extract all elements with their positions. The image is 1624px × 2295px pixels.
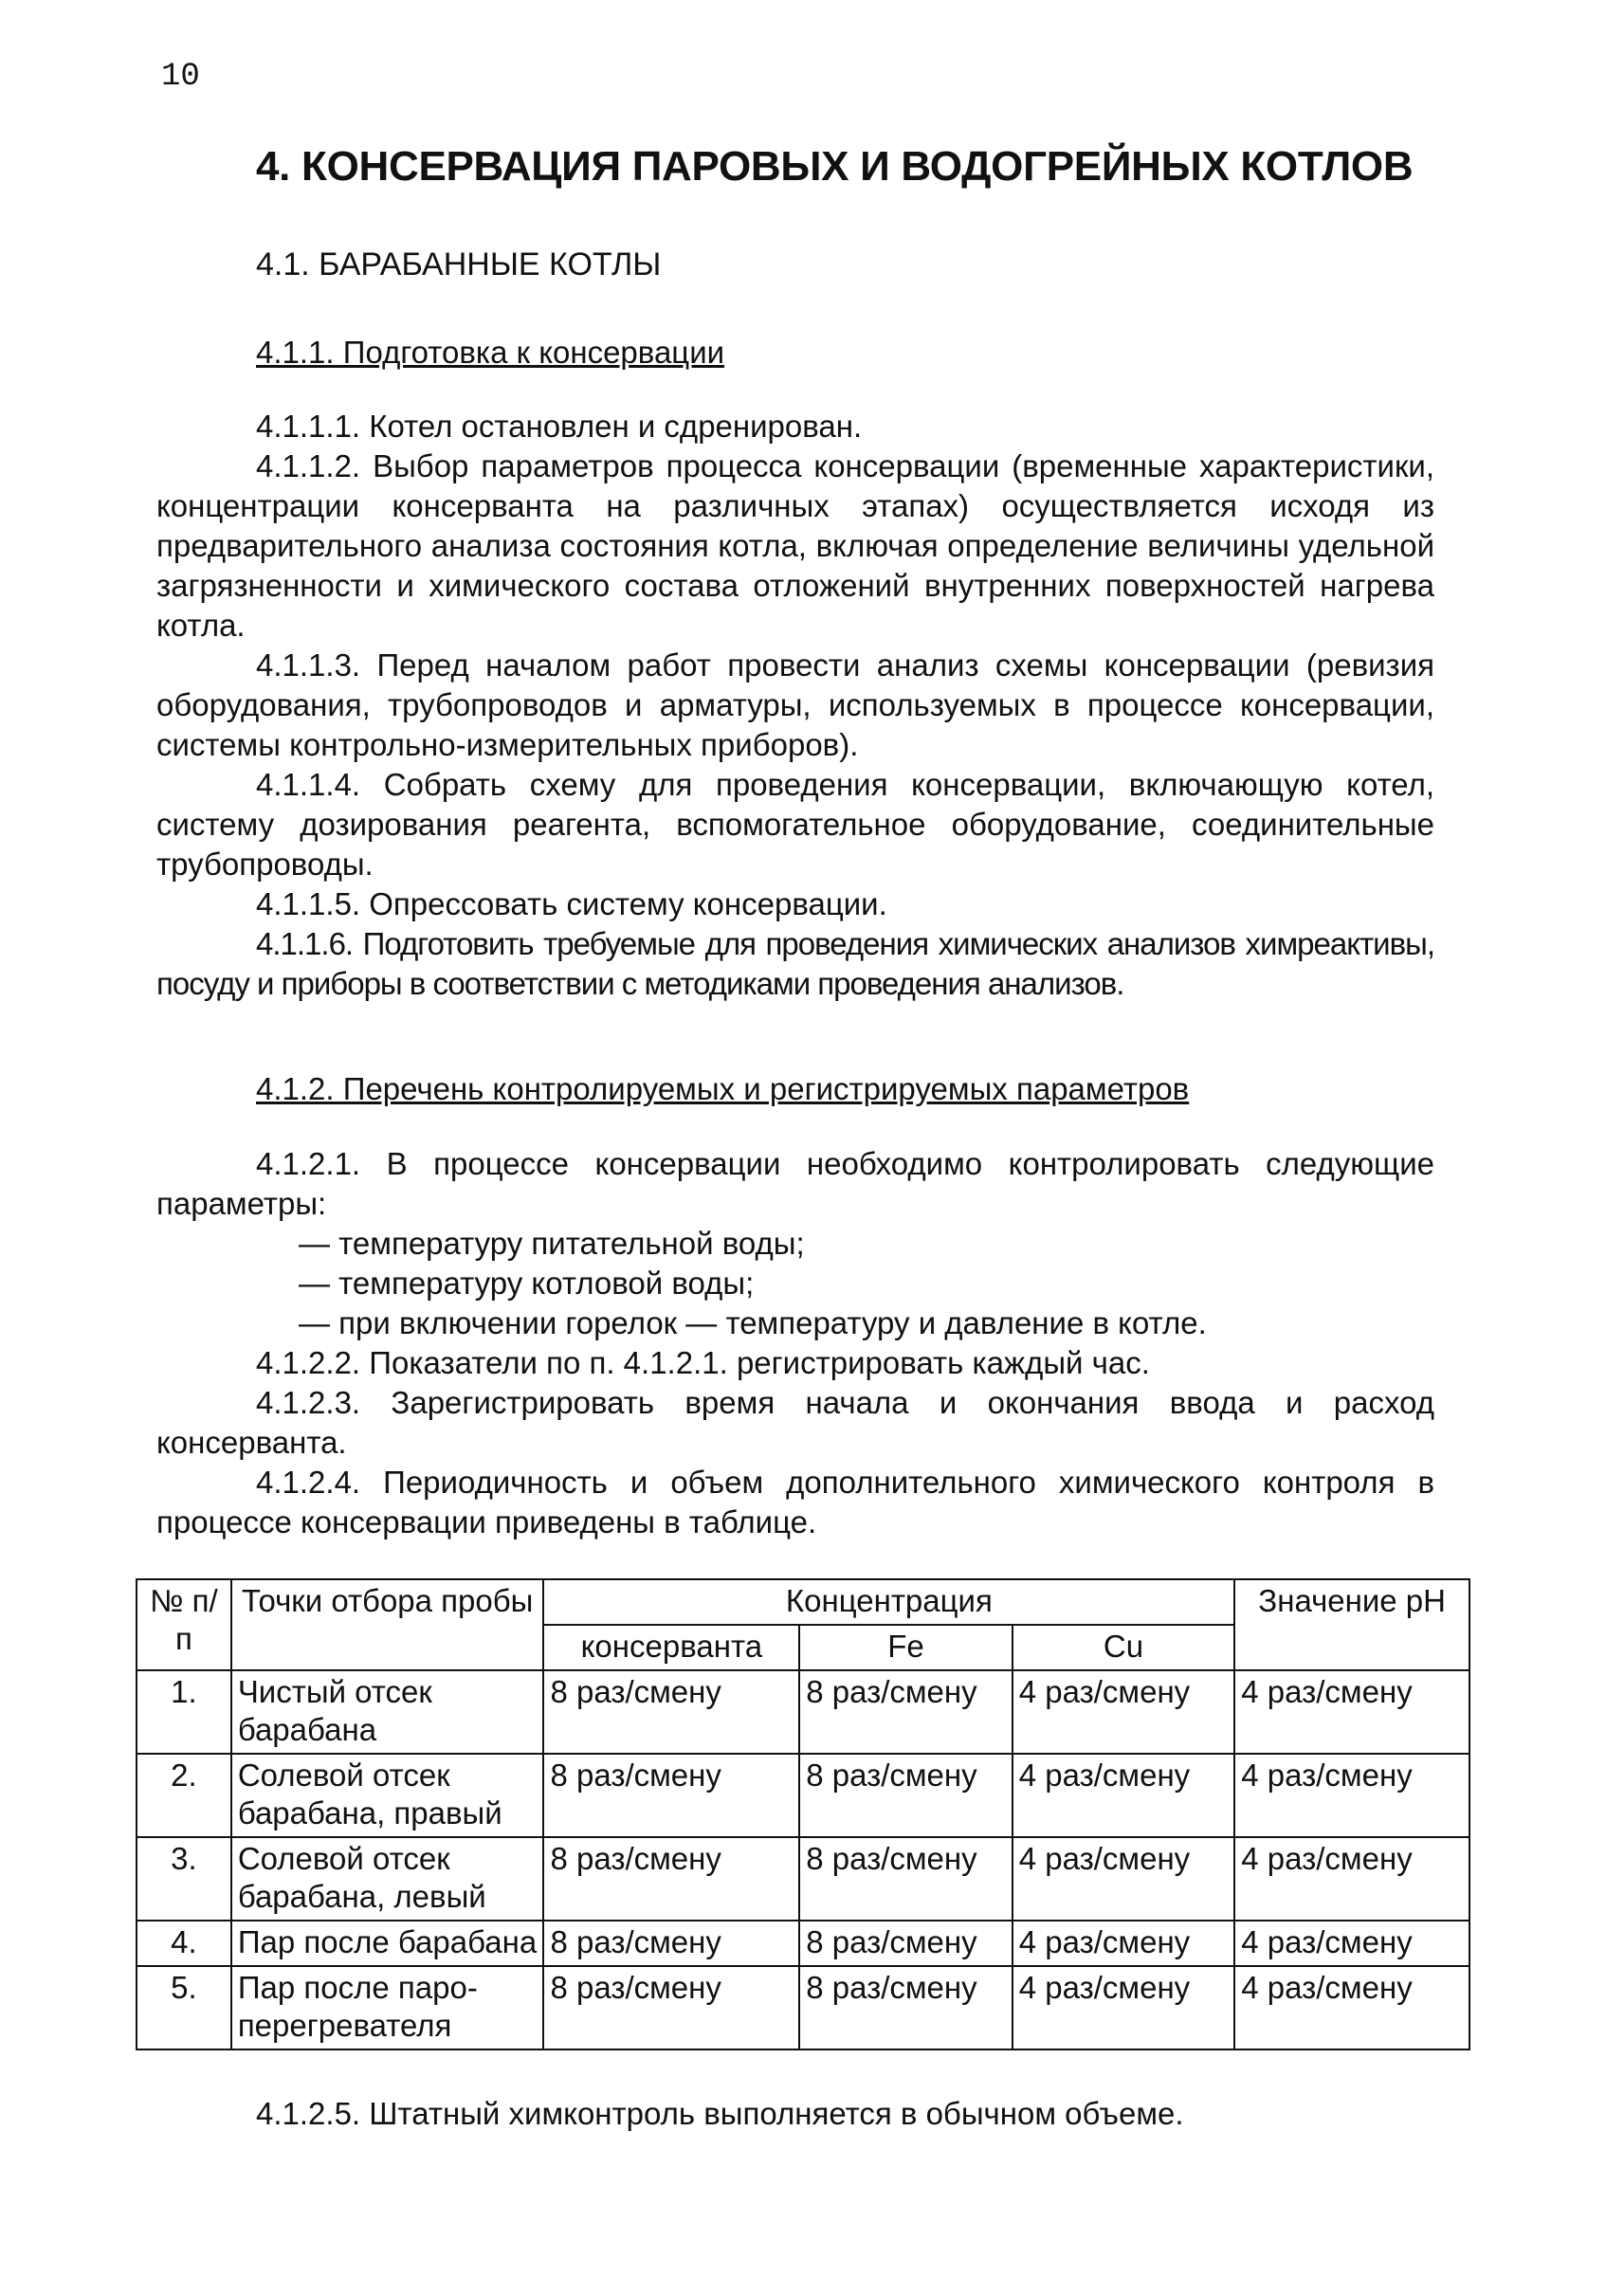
paragraph-4-1-1-3: 4.1.1.3. Перед началом работ провести анализ схемы консервации (ревизия оборудования, трубопроводов и арматуры, используемых в процессе консервации, системы контрольно-измерительных приборов). — [156, 647, 1434, 763]
table-row — [137, 1921, 1469, 1966]
header-concentration: Концентрация — [543, 1579, 1234, 1625]
row-number: 3. — [137, 1837, 231, 1921]
paragraph-4-1-2-4: 4.1.2.4. Периодичность и объем дополнительного химического контроля в процессе консервации приведены в таблице. — [156, 1464, 1434, 1539]
row-sampling-point: Пар после паро-перегревателя — [231, 1966, 544, 2049]
document-body — [150, 142, 1446, 2134]
row-preservative: 8 раз/смену — [543, 1921, 799, 1966]
row-cu: 4 раз/смену — [1013, 1754, 1235, 1837]
row-fe: 8 раз/смену — [799, 1921, 1013, 1966]
paragraph-4-1-1-6: 4.1.1.6. Подготовить требуемые для проведения химических анализов химреактивы, посуду и приборы в соответствии с методиками проведения анализов. — [156, 926, 1434, 1002]
header-sampling-point: Точки отбора пробы — [231, 1579, 544, 1670]
paragraph-4-1-1-1: 4.1.1.1. Котел остановлен и сдренирован. — [256, 409, 863, 445]
paragraph-4-1-1-4: 4.1.1.4. Собрать схему для проведения консервации, включающую котел, систему дозирования реагента, вспомогательное оборудование, соединительные трубопроводы. — [156, 767, 1434, 883]
row-cu: 4 раз/смену — [1013, 1921, 1235, 1966]
row-fe: 8 раз/смену — [799, 1754, 1013, 1837]
subheader-preservative: консерванта — [543, 1625, 799, 1670]
paragraph-4-1-2-2: 4.1.2.2. Показатели по п. 4.1.2.1. регистрировать каждый час. — [256, 1344, 1150, 1380]
row-preservative: 8 раз/смену — [543, 1670, 799, 1754]
row-number: 1. — [137, 1670, 231, 1754]
header-ph: Значение pH — [1234, 1579, 1469, 1670]
row-number: 2. — [137, 1754, 231, 1837]
subsection-heading-parameters: 4.1.2. Перечень контролируемых и регистрируемых параметров — [256, 1071, 1190, 1107]
row-number: 5. — [137, 1966, 231, 2049]
table-row — [137, 1966, 1469, 2049]
paragraph-4-1-1-5: 4.1.1.5. Опрессовать систему консервации. — [256, 886, 887, 922]
row-preservative: 8 раз/смену — [543, 1966, 799, 2049]
table-row — [137, 1837, 1469, 1921]
row-sampling-point: Солевой отсек барабана, правый — [231, 1754, 544, 1837]
row-sampling-point: Солевой отсек барабана, левый — [231, 1837, 544, 1921]
row-cu: 4 раз/смену — [1013, 1670, 1235, 1754]
subheader-fe: Fe — [799, 1625, 1013, 1670]
paragraph-4-1-2-5: 4.1.2.5. Штатный химконтроль выполняется в обычном объеме. — [256, 2095, 1184, 2131]
subsection-heading-preparation: 4.1.1. Подготовка к консервации — [256, 334, 725, 370]
row-sampling-point: Пар после барабана — [231, 1921, 544, 1966]
bullet-item: — температуру питательной воды; — [299, 1225, 805, 1261]
paragraph-4-1-2-3: 4.1.2.3. Зарегистрировать время начала и окончания ввода и расход консерванта. — [156, 1384, 1434, 1460]
row-ph: 4 раз/смену — [1234, 1670, 1469, 1754]
control-table — [136, 1578, 1470, 2050]
row-ph: 4 раз/смену — [1234, 1837, 1469, 1921]
row-fe: 8 раз/смену — [799, 1837, 1013, 1921]
row-fe: 8 раз/смену — [799, 1966, 1013, 2049]
chapter-title: 4. КОНСЕРВАЦИЯ ПАРОВЫХ И ВОДОГРЕЙНЫХ КОТЛОВ — [256, 143, 1414, 190]
row-sampling-point: Чистый отсек барабана — [231, 1670, 544, 1754]
bullet-item: — при включении горелок — температуру и давление в котле. — [299, 1304, 1207, 1340]
row-ph: 4 раз/смену — [1234, 1921, 1469, 1966]
row-ph: 4 раз/смену — [1234, 1754, 1469, 1837]
paragraph-4-1-2-1: 4.1.2.1. В процессе консервации необходимо контролировать следующие параметры: — [156, 1145, 1434, 1221]
table-header-row — [137, 1579, 1469, 1625]
row-fe: 8 раз/смену — [799, 1670, 1013, 1754]
page-number: 10 — [161, 59, 200, 95]
bullet-item: — температуру котловой воды; — [299, 1265, 755, 1301]
table-row — [137, 1670, 1469, 1754]
row-preservative: 8 раз/смену — [543, 1837, 799, 1921]
row-preservative: 8 раз/смену — [543, 1754, 799, 1837]
row-cu: 4 раз/смену — [1013, 1966, 1235, 2049]
subheader-cu: Cu — [1013, 1625, 1235, 1670]
table-row — [137, 1754, 1469, 1837]
row-number: 4. — [137, 1921, 231, 1966]
row-cu: 4 раз/смену — [1013, 1837, 1235, 1921]
section-heading: 4.1. БАРАБАННЫЕ КОТЛЫ — [256, 246, 662, 282]
paragraph-4-1-1-2: 4.1.1.2. Выбор параметров процесса консервации (временные характеристики, концентрации консерванта на различных этапах) осуществляется исходя из предварительного анализа состояния котла, включая определение величины удельной загрязненности и химического состава отложений внутренних поверхностей нагрева котла. — [156, 448, 1434, 644]
row-ph: 4 раз/смену — [1234, 1966, 1469, 2049]
header-number: № п/п — [137, 1579, 231, 1670]
